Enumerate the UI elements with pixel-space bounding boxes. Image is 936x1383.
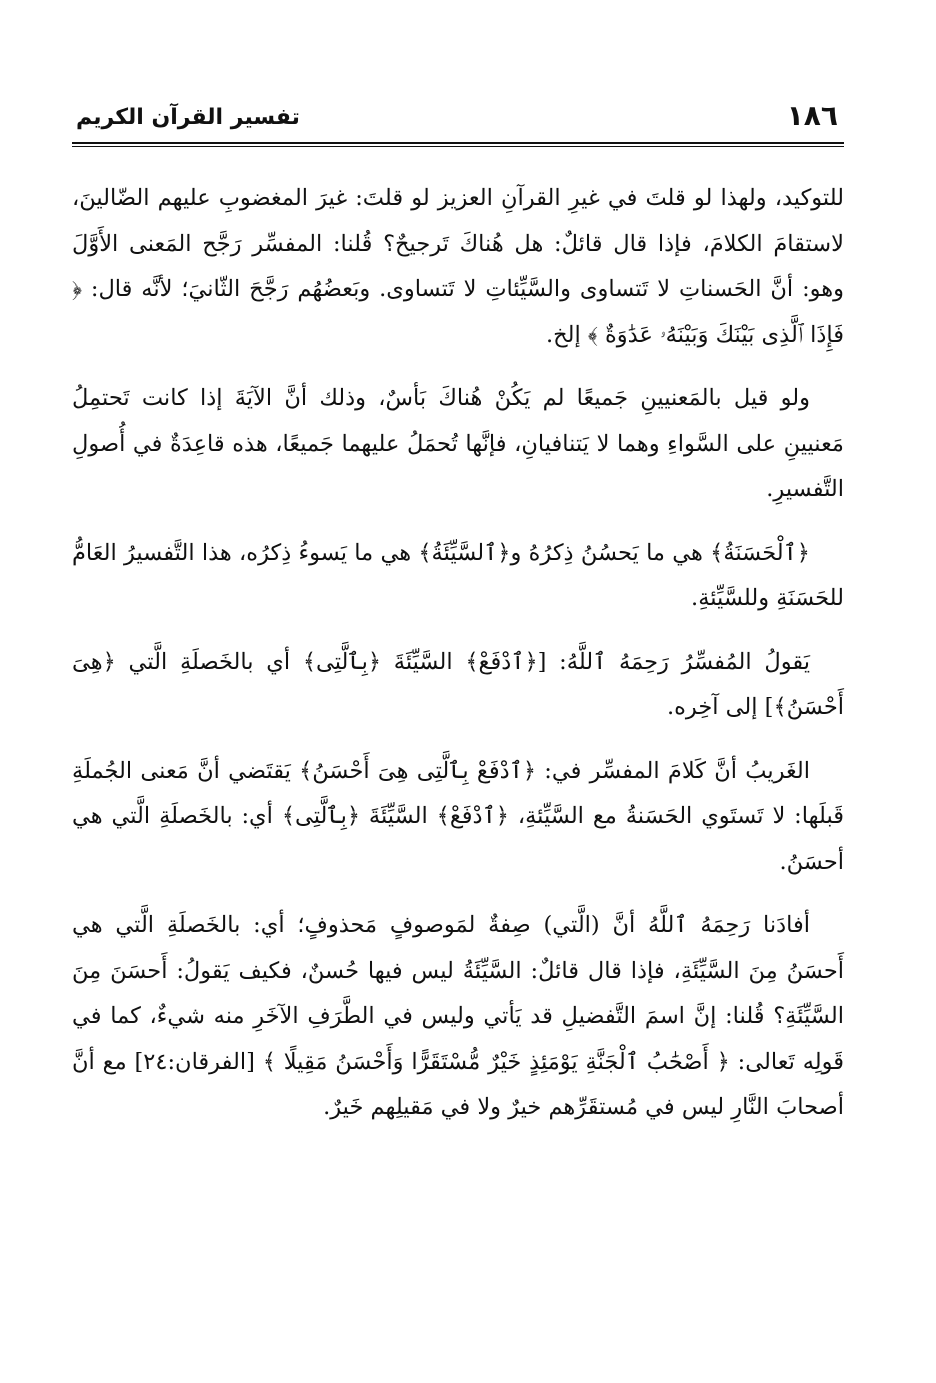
paragraph: أفادَنا رَحِمَهُ ٱللَّهُ أنَّ (الَّتي) صِفةٌ لمَوصوفٍ مَحذوفٍ؛ أي: بالخَصلَةِ الَّتي هي أَحسَنُ مِنَ السَّيِّئَةِ، فإذا قال قائلٌ: السَّيِّئَةُ ليس فيها حُسنٌ، فكيف يَقولُ: أَحسَنَ مِنَ السَّيِّئَةِ؟ قُلنا: إنَّ اسمَ التَّفضيلِ قد يَأتي وليس في الطَّرَفِ الآخَرِ منه شيءٌ، كما في قَولِه تَعالى: ﴿ أَصْحَٰبُ ٱلْجَنَّةِ يَوْمَئِذٍ خَيْرٌ مُّسْتَقَرًّا وَأَحْسَنُ مَقِيلًا ﴾ [الفرقان:٢٤] مع أنَّ أصحابَ النَّارِ ليس في مُستقَرِّهم خيرٌ ولا في مَقيلِهم خَيرٌ. (72, 912, 844, 1120)
paragraph: ﴿ٱلْحَسَنَةُ﴾ هي ما يَحسُنُ ذِكرُهُ و﴿ٱلسَّيِّئَةُ﴾ هي ما يَسوءُ ذِكرُه، هذا التَّفسيرُ العَامُّ للحَسَنَةِ وللسَّيِّئةِ. (72, 539, 844, 611)
paragraph: يَقولُ المُفسِّرُ رَحِمَهُ ٱللَّهُ: [﴿ٱدْفَعْ﴾ السَّيِّئَةَ ﴿بِٱلَّتِى﴾ أي بالخَصلَةِ الَّتي ﴿هِىَ أَحْسَنُ﴾] إلى آخِره. (72, 648, 844, 720)
paragraph: للتوكيد، ولهذا لو قلتَ في غيرِ القرآنِ العزيز لو قلتَ: غيرَ المغضوبِ عليهم الضّالينَ، لاستقامَ الكلامَ، فإذا قال قائلٌ: هل هُناكَ تَرجيحٌ؟ قُلنا: المفسِّر رَجَّح المَعنى الأَوَّلَ وهو: أنَّ الحَسناتِ لا تَتساوى والسَّيِّئاتِ لا تَتساوى. وبَعضُهُم رَجَّحَ الثّانيَ؛ لأنَّه قال: ﴿ فَإِذَا ٱلَّذِى بَيْنَكَ وَبَيْنَهُۥ عَدَٰوَةٌ ﴾ إلخ. (72, 185, 844, 348)
paragraph: ولو قيل بالمَعنيينِ جَميعًا لم يَكُنْ هُناكَ بَأسٌ، وذلك أنَّ الآيَةَ إذا كانت تَحتمِلُ مَعنيينِ على السَّواءِ وهما لا يَتنافيانِ، فإنَّها تُحمَلُ عليهما جَميعًا، هذه قاعِدَةٌ في أُصولِ التَّفسيرِ. (72, 385, 844, 502)
page-header (72, 96, 842, 140)
header-rule (72, 142, 844, 144)
running-title: تفسير القرآن الكريم (76, 105, 300, 130)
header-rule-thin (72, 146, 844, 147)
page-number: ١٨٦ (786, 99, 838, 132)
paragraph: الغَريبُ أنَّ كَلامَ المفسِّر في: ﴿ٱدْفَعْ بِٱلَّتِى هِىَ أَحْسَنُ﴾ يَقتَضي أنَّ مَعنى الجُملَةِ قَبلَها: لا تَستَوي الحَسَنةُ مع السَّيِّئةِ، ﴿ٱدْفَعْ﴾ السَّيِّئَةَ ﴿بِٱلَّتِى﴾ أي: بالخَصلَةِ الَّتي هي أحسَنُ. (72, 757, 844, 875)
page-body (72, 176, 844, 1149)
